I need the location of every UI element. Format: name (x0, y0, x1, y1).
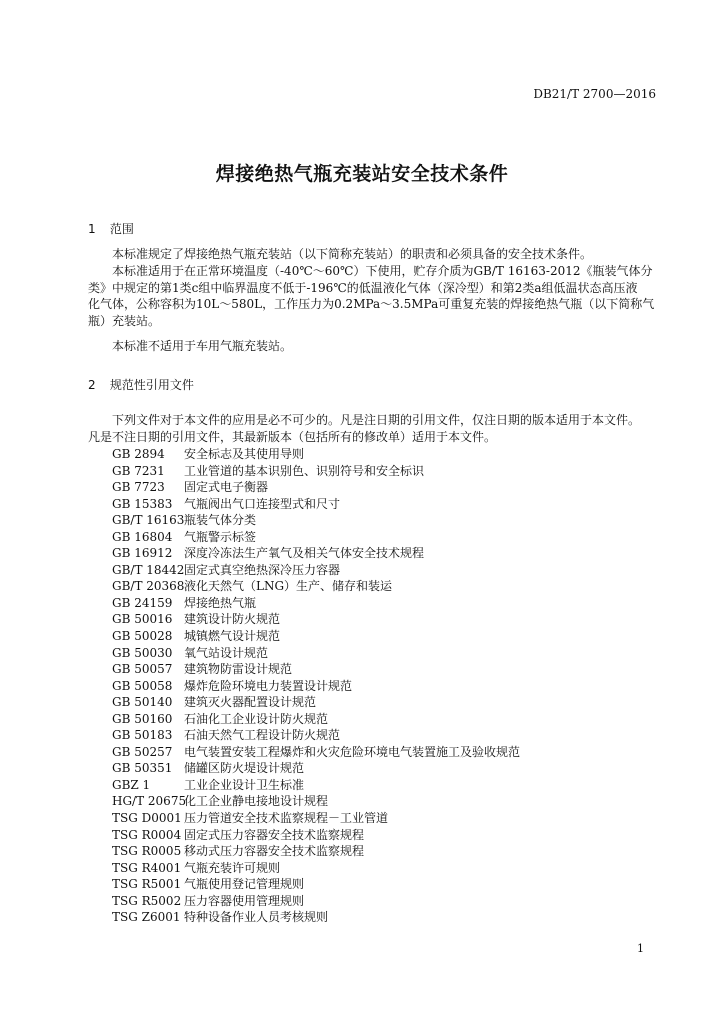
paragraph-scope-duties (88, 246, 661, 263)
reference-title: 爆炸危险环境电力装置设计规范 (184, 678, 353, 693)
text-line: 凡是不注日期的引用文件，其最新版本（包括所有的修改单）适用于本文件。 (88, 429, 497, 444)
reference-item (112, 727, 520, 744)
reference-code: HG/T 20675 (112, 794, 187, 809)
reference-item (112, 827, 520, 844)
reference-item (112, 843, 520, 860)
reference-code: GB 16912 (112, 546, 173, 561)
reference-title: 石油化工企业设计防火规范 (184, 711, 329, 726)
reference-item (112, 463, 520, 480)
reference-title: 气瓶使用登记管理规则 (184, 877, 305, 892)
page-number: 1 (637, 942, 644, 955)
reference-item (112, 876, 520, 893)
reference-code: GB 16804 (112, 529, 173, 544)
reference-title: 安全标志及其使用导则 (184, 447, 305, 461)
reference-code: GB 15383 (112, 496, 173, 511)
text-line: 瓶）充装站。 (88, 313, 161, 328)
reference-item (112, 611, 520, 628)
reference-item (112, 562, 520, 579)
reference-title: 气瓶充装许可规则 (184, 860, 281, 875)
reference-code: GB 50140 (112, 695, 173, 710)
reference-title: 建筑灭火器配置设计规范 (184, 695, 317, 710)
reference-item (112, 545, 520, 562)
reference-item (112, 744, 520, 761)
reference-title: 化工企业静电接地设计规程 (184, 794, 329, 809)
section-number: 2 (88, 378, 96, 392)
reference-item (112, 893, 520, 910)
reference-title: 氧气站设计规范 (184, 645, 269, 660)
reference-title: 气瓶警示标签 (184, 529, 257, 544)
reference-item (112, 595, 520, 612)
text-line: 本标准规定了焊接绝热气瓶充装站（以下简称充装站）的职责和必须具备的安全技术条件。 (88, 247, 593, 261)
paragraph-scope-exclusion (88, 338, 661, 355)
reference-code: GB 7723 (112, 480, 165, 495)
reference-title: 固定式压力容器安全技术监察规程 (184, 827, 365, 842)
reference-code: TSG D0001 (112, 811, 182, 826)
reference-item (112, 479, 520, 496)
reference-title: 固定式真空绝热深冷压力容器 (184, 562, 341, 577)
reference-title: 气瓶阀出气口连接型式和尺寸 (184, 496, 341, 511)
reference-code: GB 50057 (112, 662, 173, 677)
reference-item (112, 446, 520, 463)
reference-code: GB 24159 (112, 595, 173, 610)
document-code: DB21/T 2700—2016 (533, 87, 656, 101)
reference-code: TSG R5002 (112, 893, 182, 908)
reference-title: 工业管道的基本识别色、识别符号和安全标识 (184, 463, 425, 478)
reference-item (112, 909, 520, 926)
reference-title: 电气装置安装工程爆炸和火灾危险环境电气装置施工及验收规范 (184, 744, 521, 759)
reference-code: GB/T 16163 (112, 513, 185, 528)
section-heading-scope (88, 220, 134, 237)
text-line: 本标准适用于在正常环境温度（-40℃～60℃）下使用，贮存介质为GB/T 16163-2012《瓶装气体分 (88, 264, 653, 278)
section-heading-normative-references (88, 376, 194, 393)
section-title: 规范性引用文件 (109, 378, 194, 392)
reference-title: 建筑设计防火规范 (184, 612, 281, 627)
reference-title: 储罐区防火堤设计规范 (184, 761, 305, 776)
reference-item (112, 860, 520, 877)
reference-code: GB 50030 (112, 645, 173, 660)
text-line: 本标准不适用于车用气瓶充装站。 (88, 339, 293, 353)
reference-title: 压力管道安全技术监察规程－工业管道 (184, 811, 389, 826)
reference-code: GB 50257 (112, 744, 173, 759)
reference-title: 移动式压力容器安全技术监察规程 (184, 844, 365, 859)
reference-item (112, 793, 520, 810)
reference-title: 固定式电子衡器 (184, 480, 269, 495)
text-line: 化气体，公称容积为10L～580L，工作压力为0.2MPa～3.5MPa可重复充装的焊接绝热气瓶（以下简称气 (88, 297, 655, 311)
section-number: 1 (88, 222, 96, 236)
reference-code: TSG R0004 (112, 827, 182, 842)
reference-item (112, 810, 520, 827)
reference-item (112, 760, 520, 777)
reference-code: GB 50058 (112, 678, 173, 693)
paragraph-references-intro (88, 412, 661, 445)
text-line: 下列文件对于本文件的应用是必不可少的。凡是注日期的引用文件，仅注日期的版本适用于本文件。 (88, 413, 641, 427)
reference-title: 焊接绝热气瓶 (184, 595, 257, 610)
reference-title: 深度冷冻法生产氧气及相关气体安全技术规程 (184, 546, 425, 561)
reference-item (112, 512, 520, 529)
reference-item (112, 661, 520, 678)
reference-code: TSG R4001 (112, 860, 182, 875)
reference-code: GB/T 20368 (112, 579, 185, 594)
reference-item (112, 496, 520, 513)
reference-title: 压力容器使用管理规则 (184, 893, 305, 908)
reference-code: GBZ 1 (112, 777, 151, 792)
reference-item (112, 578, 520, 595)
reference-item (112, 711, 520, 728)
paragraph-scope-applicability (88, 263, 661, 329)
reference-code: TSG Z6001 (112, 910, 181, 925)
reference-item (112, 777, 520, 794)
reference-code: TSG R0005 (112, 844, 182, 859)
reference-title: 瓶装气体分类 (184, 513, 257, 528)
reference-item (112, 694, 520, 711)
document-title: 焊接绝热气瓶充装站安全技术条件 (215, 163, 509, 185)
reference-code: GB/T 18442 (112, 562, 185, 577)
reference-title: 城镇燃气设计规范 (184, 629, 281, 644)
reference-code: GB 2894 (112, 447, 165, 461)
reference-code: GB 50351 (112, 761, 173, 776)
reference-title: 石油天然气工程设计防火规范 (184, 728, 341, 743)
reference-list (112, 446, 520, 926)
reference-title: 特种设备作业人员考核规则 (184, 910, 329, 925)
reference-code: GB 50028 (112, 629, 173, 644)
reference-code: GB 50183 (112, 728, 173, 743)
text-line: 类》中规定的第1类c组中临界温度不低于-196℃的低温液化气体（深冷型）和第2类a组低温状态高压液 (88, 280, 638, 295)
reference-title: 工业企业设计卫生标准 (184, 777, 305, 792)
reference-item (112, 678, 520, 695)
reference-code: GB 50160 (112, 711, 173, 726)
reference-item (112, 645, 520, 662)
reference-code: GB 50016 (112, 612, 173, 627)
reference-code: GB 7231 (112, 463, 165, 478)
reference-title: 液化天然气（LNG）生产、储存和装运 (184, 579, 393, 594)
reference-title: 建筑物防雷设计规范 (184, 662, 293, 677)
reference-code: TSG R5001 (112, 877, 182, 892)
reference-item (112, 628, 520, 645)
section-title: 范围 (109, 222, 134, 236)
reference-item (112, 529, 520, 546)
